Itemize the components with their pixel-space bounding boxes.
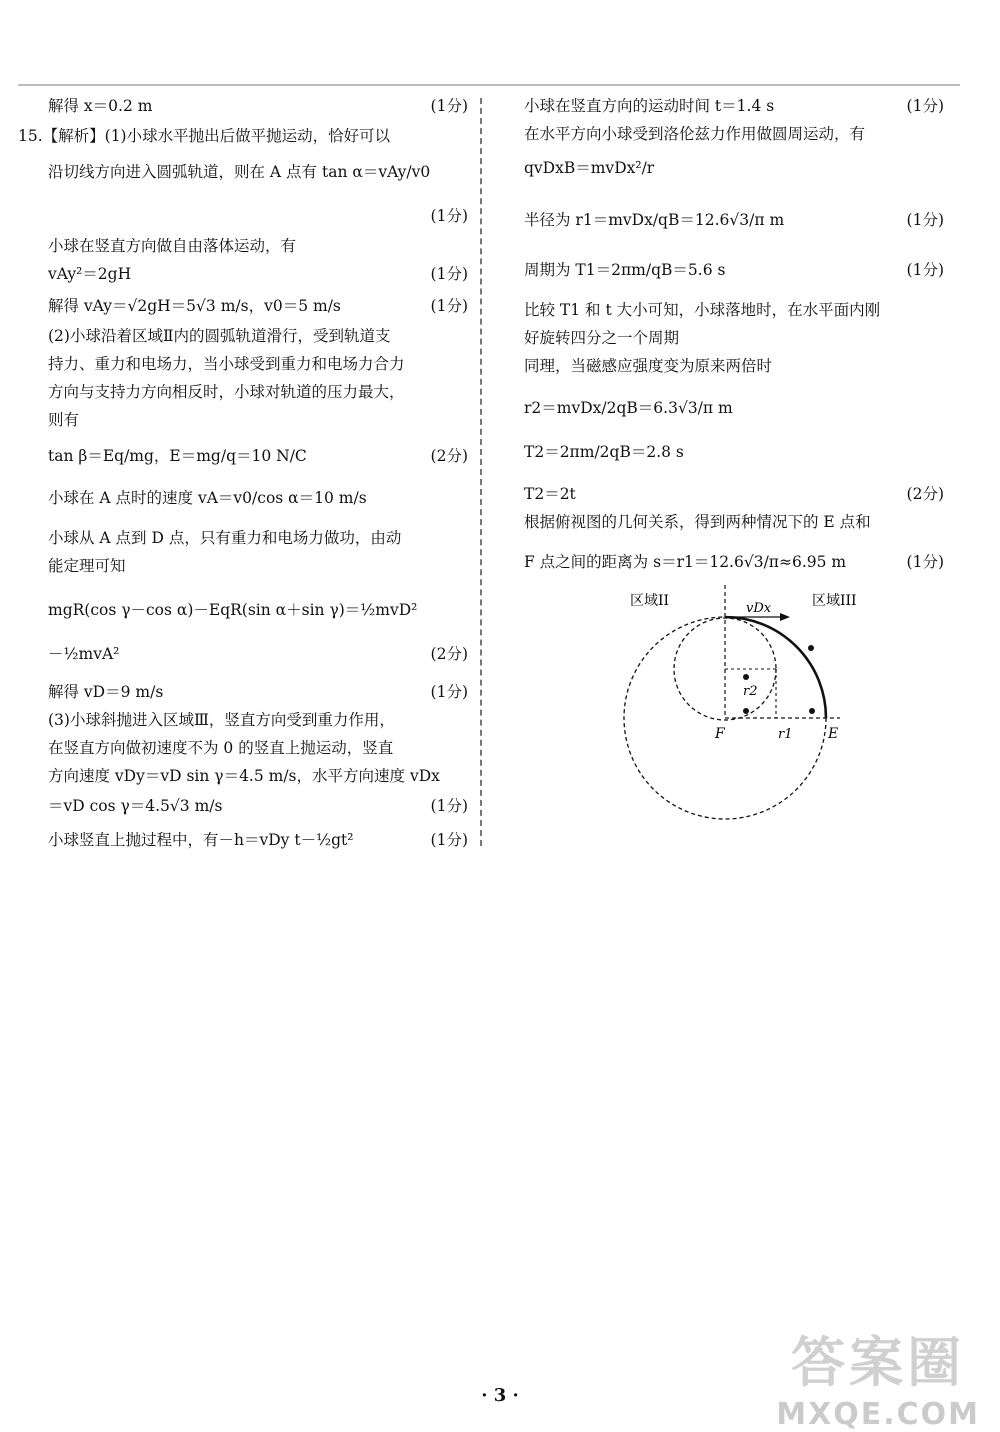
solution-line: 方向与支持力方向相反时，小球对轨道的压力最大， bbox=[48, 383, 405, 401]
solution-line: (3)小球斜抛进入区域Ⅲ，竖直方向受到重力作用， bbox=[48, 711, 395, 729]
top-view-diagram bbox=[600, 585, 900, 835]
field-dot bbox=[808, 645, 814, 651]
solution-line: qvDxB＝mvDx²/r bbox=[524, 159, 655, 177]
region2-label: 区域II bbox=[630, 593, 670, 609]
solution-line: mgR(cos γ－cos α)－EqR(sin α＋sin γ)＝½mvD² bbox=[48, 601, 418, 619]
solution-line: 同理，当磁感应强度变为原来两倍时 bbox=[524, 357, 773, 375]
watermark-url: MXQE.COM bbox=[776, 1397, 980, 1432]
page-number: · 3 · bbox=[481, 1385, 519, 1406]
r2-label: r2 bbox=[743, 684, 758, 699]
solution-line: (2)小球沿着区域Ⅱ内的圆弧轨道滑行，受到轨道支 bbox=[48, 327, 391, 345]
r1-label: r1 bbox=[778, 727, 793, 742]
field-dot bbox=[809, 708, 815, 714]
solution-line: 解得 vD＝9 m/s (1分) bbox=[48, 683, 468, 701]
solution-line: 解得 x＝0.2 m (1分) bbox=[48, 97, 468, 115]
solution-line: 解得 vAy＝√2gH＝5√3 m/s，v0＝5 m/s (1分) bbox=[48, 297, 468, 315]
solution-line: 好旋转四分之一个周期 bbox=[524, 329, 680, 347]
solution-line: vAy²＝2gH (1分) bbox=[48, 265, 468, 283]
solution-line: 周期为 T1＝2πm/qB＝5.6 s (1分) bbox=[524, 261, 944, 279]
watermark bbox=[776, 1320, 980, 1432]
solution-line: 15.【解析】(1)小球水平抛出后做平抛运动，恰好可以 bbox=[18, 127, 391, 145]
solution-line: r2＝mvDx/2qB＝6.3√3/π m bbox=[524, 399, 733, 417]
watermark-logo-text: 答案圈 bbox=[791, 1331, 966, 1394]
solution-line: 方向速度 vDy＝vD sin γ＝4.5 m/s，水平方向速度 vDx bbox=[48, 767, 440, 785]
solution-line: 小球在 A 点时的速度 vA＝v0/cos α＝10 m/s bbox=[48, 489, 367, 507]
solution-line: 小球从 A 点到 D 点，只有重力和电场力做功，由动 bbox=[48, 529, 402, 547]
solution-line: 持力、重力和电场力，当小球受到重力和电场力合力 bbox=[48, 355, 405, 373]
solution-line: 小球在竖直方向的运动时间 t＝1.4 s (1分) bbox=[524, 97, 944, 115]
solution-line: F 点之间的距离为 s＝r1＝12.6√3/π≈6.95 m (1分) bbox=[524, 553, 944, 571]
score-line: (1分) bbox=[430, 207, 468, 225]
solution-line: 在竖直方向做初速度不为 0 的竖直上抛运动，竖直 bbox=[48, 739, 394, 757]
solution-line: tan β＝Eq/mg，E＝mg/q＝10 N/C (2分) bbox=[48, 447, 468, 465]
header-rule bbox=[18, 84, 960, 86]
solution-line: 半径为 r1＝mvDx/qB＝12.6√3/π m (1分) bbox=[524, 211, 944, 229]
point-f-label: F bbox=[715, 726, 725, 742]
solution-line: T2＝2t (2分) bbox=[524, 485, 944, 503]
solution-line: 能定理可知 bbox=[48, 557, 126, 575]
column-divider bbox=[480, 98, 482, 846]
point-e-label: E bbox=[828, 726, 839, 742]
solution-line: 则有 bbox=[48, 411, 80, 429]
solution-line: T2＝2πm/2qB＝2.8 s bbox=[524, 443, 684, 461]
field-dot bbox=[743, 708, 749, 714]
right-column bbox=[524, 96, 944, 584]
arrow-head-icon bbox=[780, 613, 790, 621]
solution-line: 比较 T1 和 t 大小可知，小球落地时，在水平面内刚 bbox=[524, 301, 881, 319]
solution-line: 根据俯视图的几何关系，得到两种情况下的 E 点和 bbox=[524, 513, 871, 531]
solution-line: ＝vD cos γ＝4.5√3 m/s (1分) bbox=[48, 797, 468, 815]
field-dot bbox=[743, 674, 749, 680]
solution-line: 沿切线方向进入圆弧轨道，则在 A 点有 tan α＝vAy/v0 bbox=[48, 163, 431, 181]
velocity-label: vDx bbox=[746, 601, 772, 616]
left-column bbox=[18, 96, 468, 862]
solution-line: －½mvA² (2分) bbox=[48, 645, 468, 663]
solution-line: 在水平方向小球受到洛伦兹力作用做圆周运动，有 bbox=[524, 125, 866, 143]
solution-line: 小球在竖直方向做自由落体运动，有 bbox=[48, 237, 297, 255]
region3-label: 区域III bbox=[812, 593, 857, 609]
solution-line: 小球竖直上抛过程中，有－h＝vDy t－½gt² (1分) bbox=[48, 831, 468, 849]
